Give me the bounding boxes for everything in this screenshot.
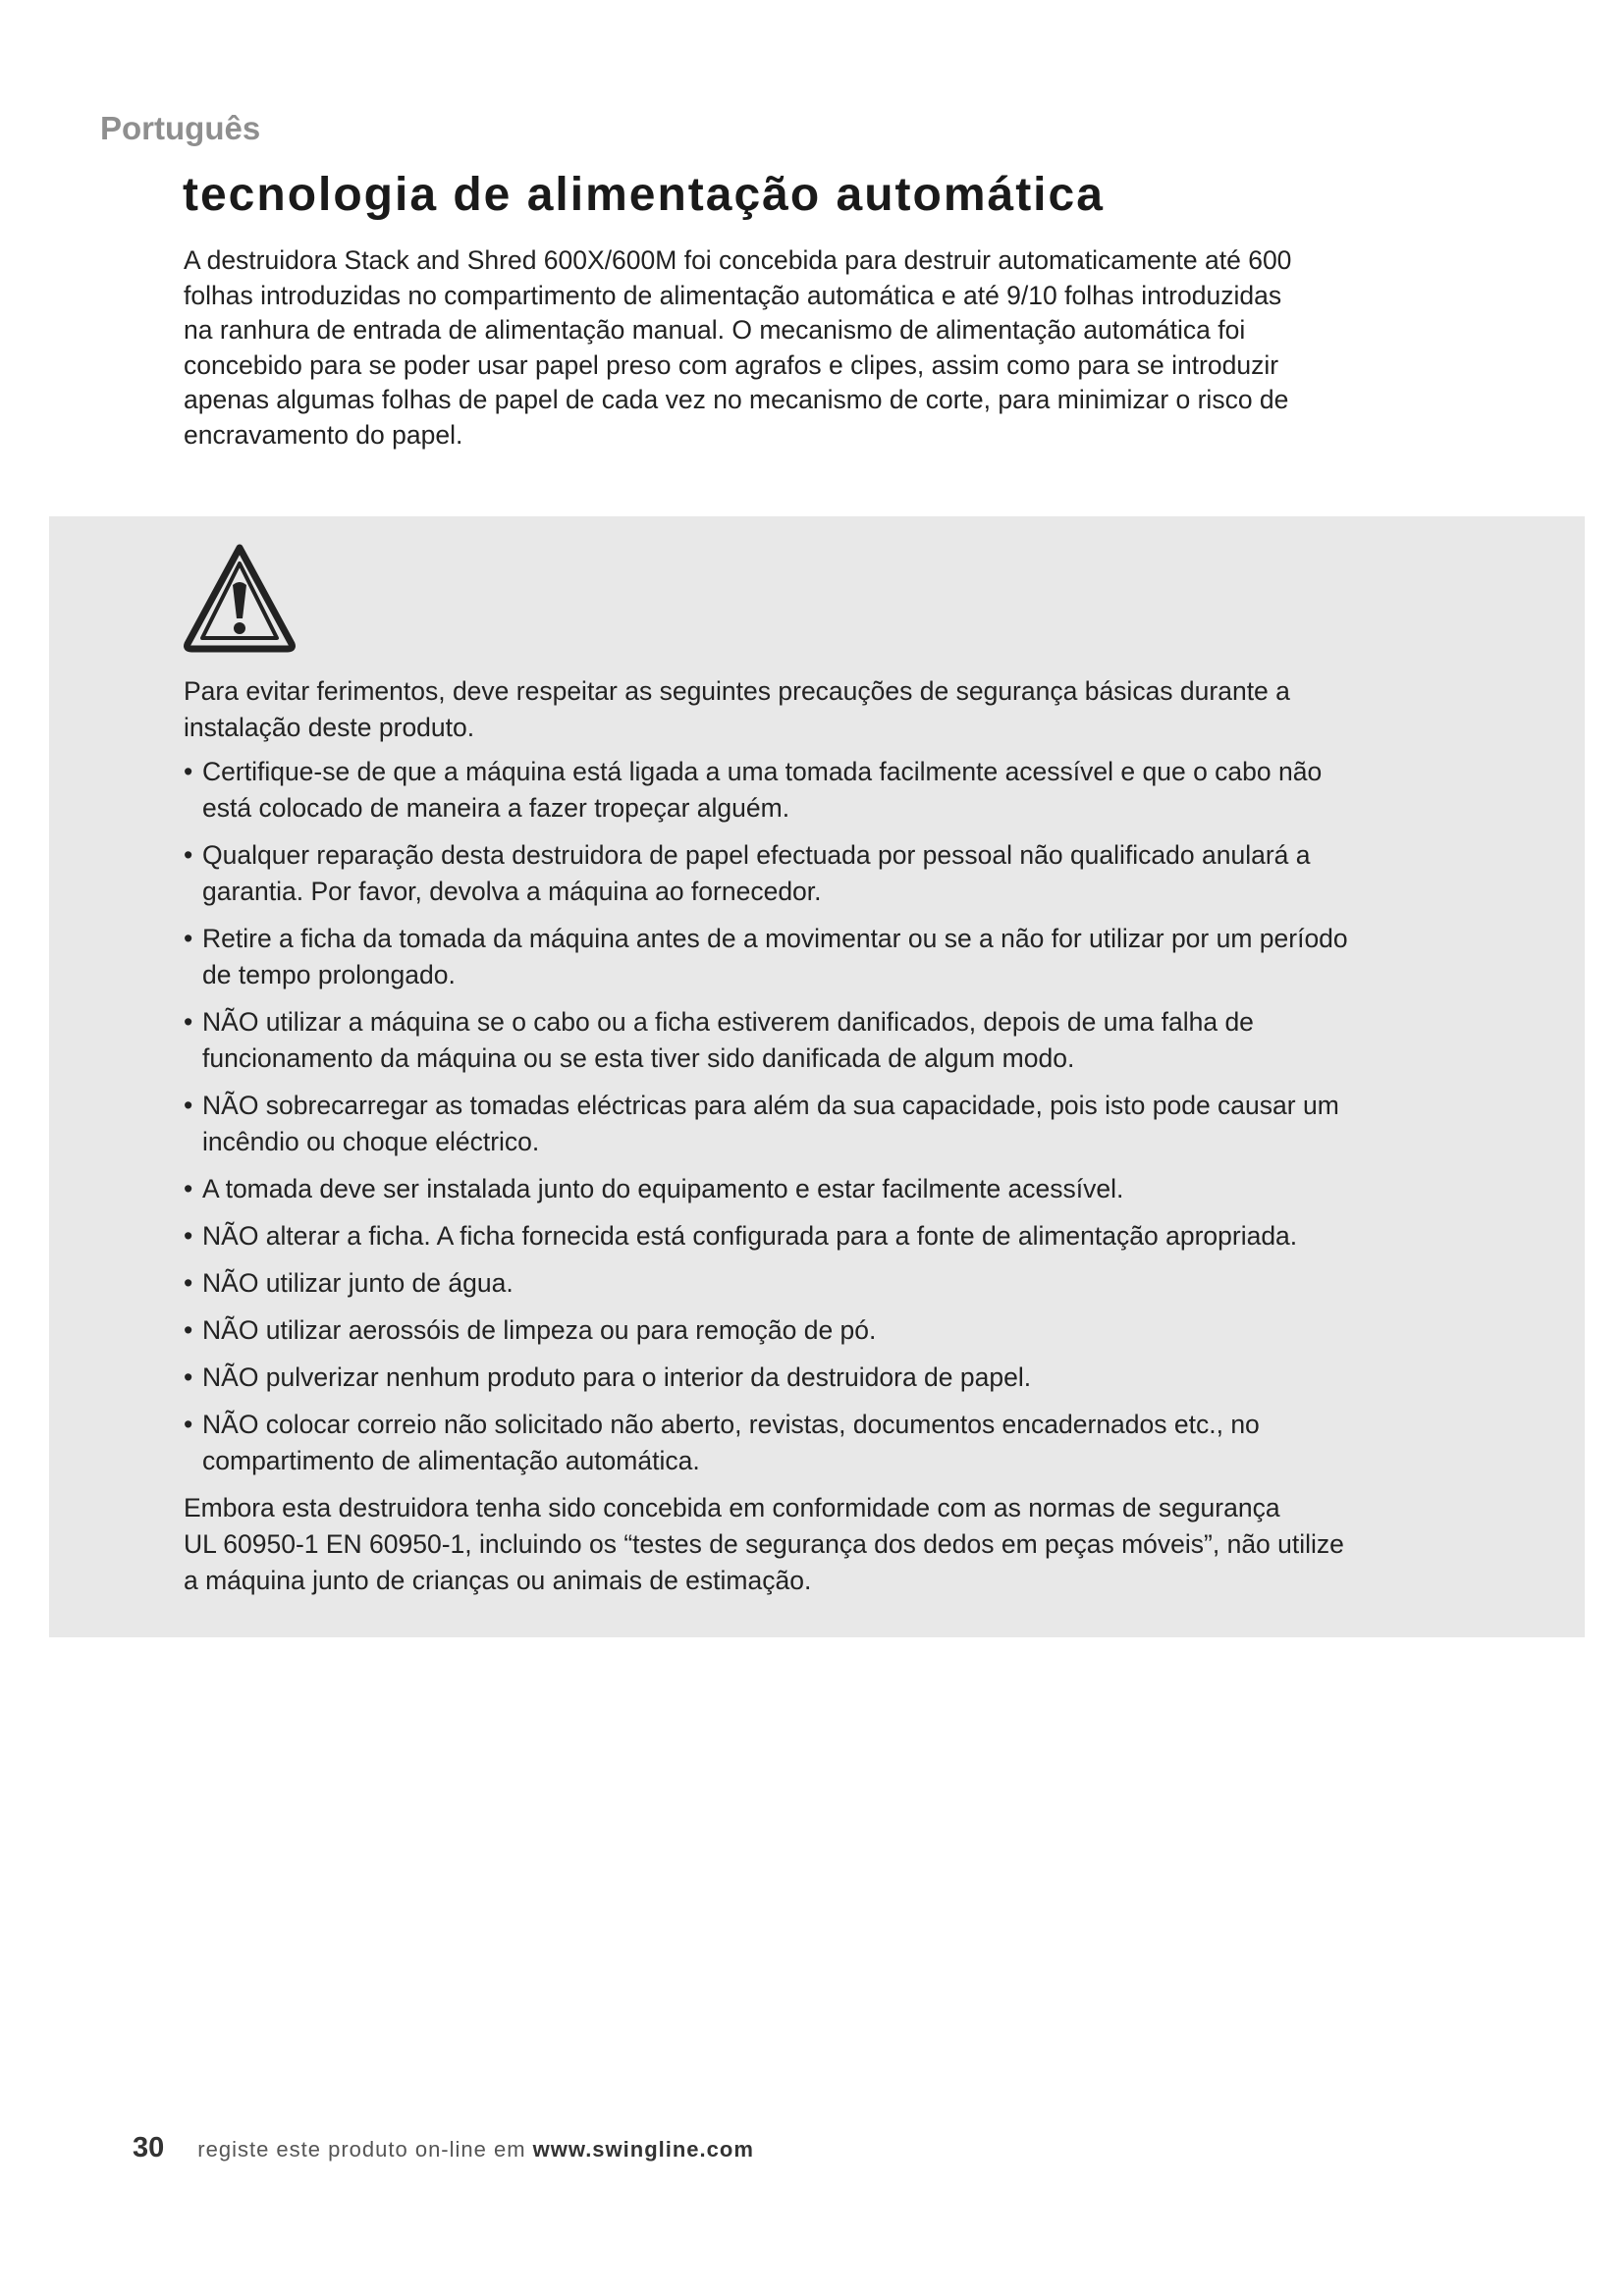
footer-text: registe este produto on-line em (197, 2137, 533, 2162)
safety-bullet-list (184, 754, 1499, 1479)
list-item-line: incêndio ou choque eléctrico. (202, 1127, 540, 1156)
list-item-line: NÃO colocar correio não solicitado não aberto, revistas, documentos encadernados etc., no (202, 1410, 1260, 1439)
safety-closing-line: UL 60950-1 EN 60950-1, incluindo os “testes de segurança dos dedos em peças móveis”, não utilize (184, 1529, 1344, 1559)
list-item (184, 754, 1499, 827)
list-item (184, 1360, 1499, 1396)
list-item (184, 1312, 1499, 1349)
bullet-icon: • (184, 1268, 193, 1298)
list-item (184, 1171, 1499, 1207)
bullet-icon: • (184, 1174, 193, 1203)
intro-line: concebido para se poder usar papel preso com agrafos e clipes, assim como para se introduzir (184, 349, 1279, 380)
list-item-line: Retire a ficha da tomada da máquina antes de a movimentar ou se a não for utilizar por um período (202, 924, 1348, 953)
bullet-icon: • (184, 1221, 193, 1251)
list-item-line: Certifique-se de que a máquina está ligada a uma tomada facilmente acessível e que o cabo não (202, 757, 1323, 786)
list-item-line: NÃO sobrecarregar as tomadas eléctricas para além da sua capacidade, pois isto pode causar um (202, 1091, 1339, 1120)
intro-line: encravamento do papel. (184, 419, 463, 450)
list-item-line: NÃO utilizar aerossóis de limpeza ou para remoção de pó. (202, 1315, 877, 1345)
safety-closing-line: a máquina junto de crianças ou animais de estimação. (184, 1566, 812, 1595)
safety-closing (184, 1490, 1499, 1599)
list-item-line: garantia. Por favor, devolva a máquina ao fornecedor. (202, 877, 822, 906)
bullet-icon: • (184, 840, 193, 870)
list-item-line: de tempo prolongado. (202, 960, 456, 989)
list-item-line: NÃO utilizar a máquina se o cabo ou a ficha estiverem danificados, depois de uma falha de (202, 1007, 1254, 1037)
bullet-icon: • (184, 1315, 193, 1345)
bullet-icon: • (184, 924, 193, 953)
list-item-line: funcionamento da máquina ou se esta tiver sido danificada de algum modo. (202, 1043, 1075, 1073)
safety-text (184, 673, 1499, 1599)
safety-intro (184, 673, 1499, 746)
bullet-icon: • (184, 1007, 193, 1037)
list-item (184, 1004, 1499, 1077)
list-item-line: compartimento de alimentação automática. (202, 1446, 700, 1475)
bullet-icon: • (184, 1410, 193, 1439)
page-number: 30 (133, 2132, 165, 2163)
list-item-line: NÃO pulverizar nenhum produto para o interior da destruidora de papel. (202, 1362, 1032, 1392)
bullet-icon: • (184, 1091, 193, 1120)
intro-line: apenas algumas folhas de papel de cada vez no mecanismo de corte, para minimizar o risco de (184, 385, 1289, 415)
list-item (184, 1407, 1499, 1479)
warning-triangle-icon (183, 542, 297, 654)
intro-line: A destruidora Stack and Shred 600X/600M foi concebida para destruir automaticamente até 600 (184, 245, 1292, 275)
list-item-line: NÃO utilizar junto de água. (202, 1268, 514, 1298)
list-item (184, 921, 1499, 993)
website-link[interactable]: www.swingline.com (532, 2137, 754, 2162)
bullet-icon: • (184, 757, 193, 786)
list-item (184, 1265, 1499, 1302)
list-item (184, 1218, 1499, 1255)
safety-intro-line: instalação deste produto. (184, 713, 475, 742)
intro-line: na ranhura de entrada de alimentação manual. O mecanismo de alimentação automática foi (184, 315, 1246, 346)
list-item-line: está colocado de maneira a fazer tropeçar alguém. (202, 793, 790, 823)
list-item (184, 837, 1499, 910)
bullet-icon: • (184, 1362, 193, 1392)
safety-closing-line: Embora esta destruidora tenha sido concebida em conformidade com as normas de segurança (184, 1493, 1280, 1522)
page-title: tecnologia de alimentação automática (183, 169, 1105, 221)
list-item-line: NÃO alterar a ficha. A ficha fornecida está configurada para a fonte de alimentação apropriada. (202, 1221, 1298, 1251)
intro-line: folhas introduzidas no compartimento de alimentação automática e até 9/10 folhas introduzidas (184, 280, 1282, 310)
safety-intro-line: Para evitar ferimentos, deve respeitar as seguintes precauções de segurança básicas durante a (184, 676, 1290, 706)
page-footer (133, 2132, 754, 2164)
list-item (184, 1088, 1499, 1160)
language-label: Português (100, 110, 261, 146)
intro-paragraph (184, 243, 1460, 454)
list-item-line: Qualquer reparação desta destruidora de papel efectuada por pessoal não qualificado anulará a (202, 840, 1311, 870)
list-item-line: A tomada deve ser instalada junto do equipamento e estar facilmente acessível. (202, 1174, 1124, 1203)
